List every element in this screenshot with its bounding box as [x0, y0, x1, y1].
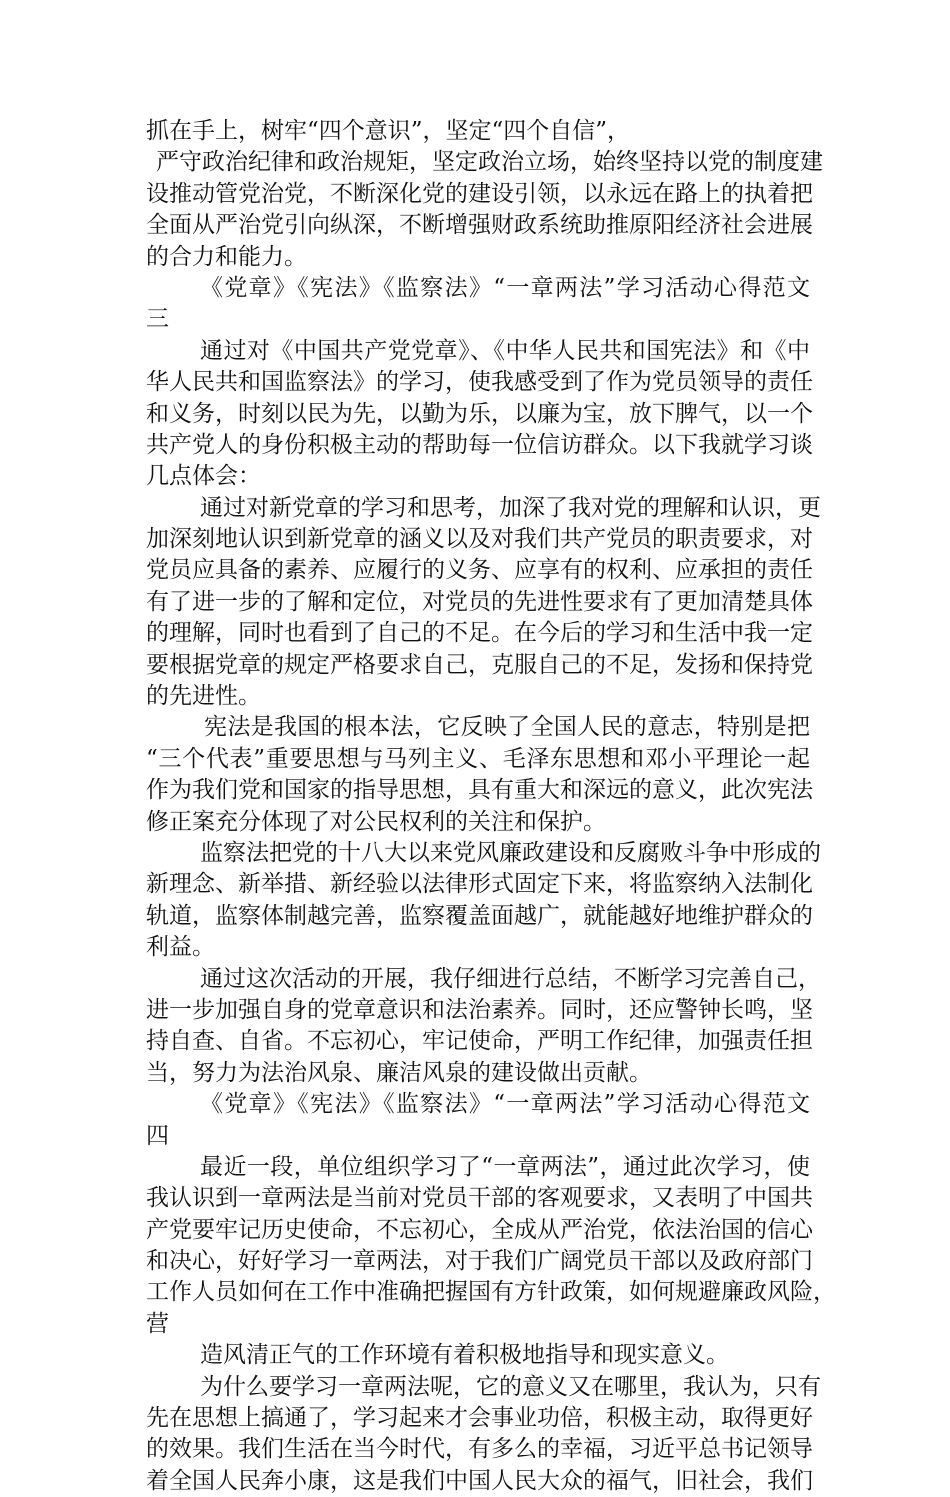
- text-line: 设推动管党治党，不断深化党的建设引领，以永远在路上的执着把: [146, 180, 813, 207]
- text-line: 和决心，好好学习一章两法，对于我们广阔党员干部以及政府部门: [146, 1248, 813, 1275]
- text-line: 监察法把党的十八大以来党风廉政建设和反腐败斗争中形成的: [200, 839, 821, 866]
- text-line: 新理念、新举措、新经验以法律形式固定下来，将监察纳入法制化: [146, 871, 813, 898]
- text-line: 有了进一步的了解和定位，对党员的先进性要求有了更加清楚具体: [146, 588, 813, 615]
- text-line: 着全国人民奔小康，这是我们中国人民大众的福气，旧社会，我们: [146, 1467, 813, 1494]
- text-line: 我认识到一章两法是当前对党员干部的客观要求，又表明了中国共: [146, 1185, 813, 1212]
- text-line: 通过对《中国共产党党章》、《中华人民共和国宪法》和《中: [200, 337, 810, 364]
- text-line: 产党要牢记历史使命，不忘初心，全成从严治党，依法治国的信心: [146, 1216, 813, 1243]
- text-line: 通过这次活动的开展，我仔细进行总结，不断学习完善自己，: [200, 965, 821, 992]
- text-line: 《党章》《宪法》《监察法》“一章两法”学习活动心得范文: [200, 274, 810, 301]
- text-line: 加深刻地认识到新党章的涵义以及对我们共产党员的职责要求，对: [146, 526, 813, 553]
- text-line: 利益。: [146, 934, 215, 961]
- text-line: 通过对新党章的学习和思考，加深了我对党的理解和认识，更: [200, 494, 821, 521]
- text-line: 和义务，时刻以民为先，以勤为乐，以廉为宝，放下脾气，以一个: [146, 400, 813, 427]
- text-line: 《党章》《宪法》《监察法》“一章两法”学习活动心得范文: [200, 1091, 810, 1118]
- text-line: 共产党人的身份积极主动的帮助每一位信访群众。以下我就学习谈: [146, 431, 813, 458]
- text-line: 几点体会：: [146, 463, 261, 490]
- text-line: 造风清正气的工作环境有着积极地指导和现实意义。: [200, 1342, 729, 1369]
- text-line: 持自查、自省。不忘初心，牢记使命，严明工作纪律，加强责任担: [146, 1028, 813, 1055]
- text-line: 进一步加强自身的党章意识和法治素养。同时，还应警钟长鸣，坚: [146, 996, 813, 1023]
- text-line: 先在思想上搞通了，学习起来才会事业功倍，积极主动，取得更好: [146, 1405, 813, 1432]
- text-line: 的先进性。: [146, 683, 261, 710]
- text-line: 要根据党章的规定严格要求自己，克服自己的不足，发扬和保持党: [146, 651, 813, 678]
- text-line: 当，努力为法治风泉、廉洁风泉的建设做出贡献。: [146, 1059, 652, 1086]
- text-line: 轨道，监察体制越完善，监察覆盖面越广，就能越好地维护群众的: [146, 902, 813, 929]
- text-line: 三: [146, 306, 169, 333]
- text-line: 严守政治纪律和政治规矩，坚定政治立场，始终坚持以党的制度建: [156, 149, 823, 176]
- text-line: “三个代表”重要思想与马列主义、毛泽东思想和邓小平理论一起: [146, 745, 810, 772]
- text-line: 全面从严治党引向纵深，不断增强财政系统助推原阳经济社会进展: [146, 212, 813, 239]
- text-line: 最近一段，单位组织学习了“一章两法”，通过此次学习，使: [200, 1153, 810, 1180]
- text-line: 华人民共和国监察法》的学习，使我感受到了作为党员领导的责任: [146, 369, 813, 396]
- text-line: 修正案充分体现了对公民权利的关注和保护。: [146, 808, 606, 835]
- text-line: 四: [146, 1122, 169, 1149]
- text-line: 的理解，同时也看到了自己的不足。在今后的学习和生活中我一定: [146, 620, 813, 647]
- text-line: 抓在手上，树牢“四个意识”，坚定“四个自信”，: [146, 118, 631, 144]
- text-line: 的合力和能力。: [146, 243, 307, 270]
- text-line: 为什么要学习一章两法呢，它的意义又在哪里，我认为，只有: [200, 1373, 821, 1400]
- text-line: 工作人员如何在工作中准确把握国有方针政策，如何规避廉政风险，: [146, 1279, 836, 1306]
- text-line: 的效果。我们生活在当今时代，有多么的幸福，习近平总书记领导: [146, 1436, 813, 1463]
- text-line: 党员应具备的素养、应履行的义务、应享有的权利、应承担的责任: [146, 557, 813, 584]
- text-line: 宪法是我国的根本法，它反映了全国人民的意志，特别是把: [204, 714, 810, 741]
- text-line: 营: [146, 1310, 169, 1337]
- text-line: 作为我们党和国家的指导思想，具有重大和深远的意义，此次宪法: [146, 777, 813, 804]
- document-body-text: [146, 116, 836, 1497]
